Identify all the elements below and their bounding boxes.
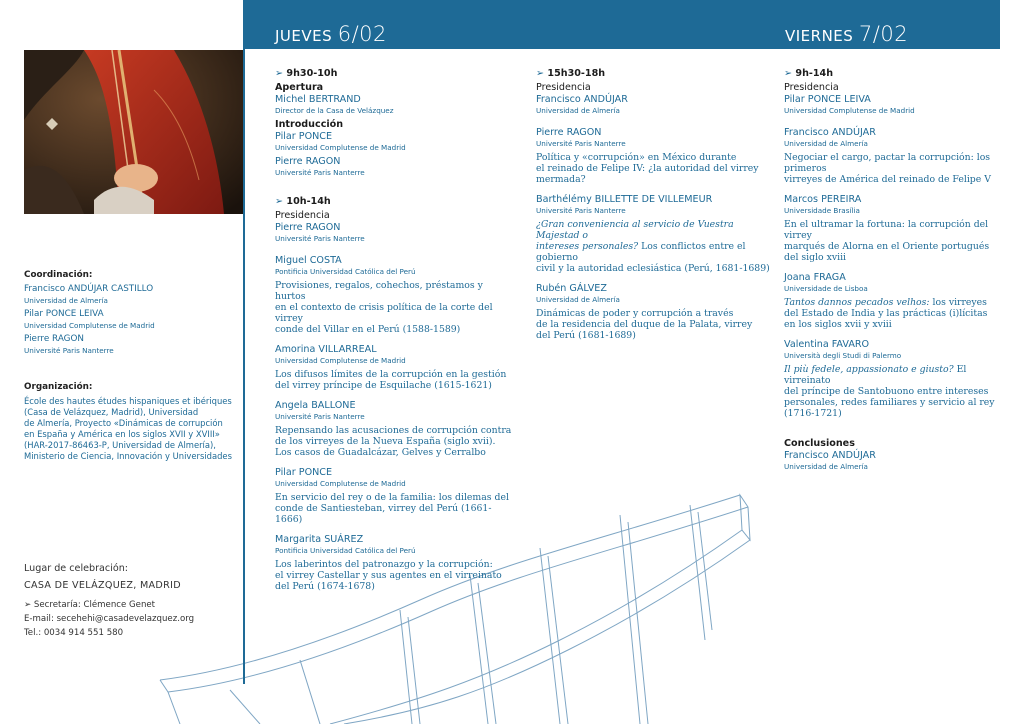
schedule-column-thursday-afternoon: ➢ 15h30-18h Presidencia Francisco ANDÚJAR Universidad de Almería Pierre RAGON Université Paris Nanterre Política y «corrupción» en México durante el reinado de Felipe IV: ¿la autoridad del virrey mermada? Barthélémy BILLETTE DE VILLEMEUR Université Paris Nanterre ¿Gran conveniencia al servicio de Vuestra Majestad o intereses personales? Los conflictos entre el gobierno civil y la autoridad eclesiástica (Perú, 1681-1689) Rubén GÁLVEZ Universidad de Almería Dinámicas de poder y corrupción a través de la residencia del duque de la Palata, virrey del Perú (1681-1689) xyxy=(536,66,776,350)
schedule-column-thursday-morning: ➢ 9h30-10h Apertura Michel BERTRAND Director de la Casa de Velázquez Introducción Pilar PONCE Universidad Complutense de Madrid Pierre RAGON Université Paris Nanterre ➢ 10h-14h Presidencia Pierre RAGON Université Paris Nanterre Miguel COSTA Pontificia Universidad Católica del Perú Provisiones, regalos, cohechos, préstamos y hurtos en el contexto de crisis política de la corte del virrey conde del Villar en el Perú (1588-1589) Amorina VILLARREAL Universidad Complutense de Madrid Los difusos límites de la corrupción en la gestión del virrey príncipe de Esquilache (1615-1621) Angela BALLONE Université Paris Nanterre Repensando las acusaciones de corrupción contra de los virreyes de la Nueva España (siglo xvii). Los casos de Guadalcázar, Gelves y Cerralbo Pilar PONCE Universidad Complutense de Madrid En servicio del rey o de la familia: los dilemas del conde de Santiesteban, virrey del Perú (1661-1666) Margarita SUÁREZ Pontificia Universidad Católica del Perú Los laberintos del patronazgo y la corrupción: el virrey Castellar y sus agentes en el virreinato del Perú (1674-1678) xyxy=(275,66,515,601)
talk-entry: Margarita SUÁREZ Pontificia Universidad Católica del Perú Los laberintos del patronazgo y la corrupción: el virrey Castellar y sus agentes en el virreinato del Perú (1674-1678) xyxy=(275,534,502,592)
talk-entry: Miguel COSTA Pontificia Universidad Católica del Perú Provisiones, regalos, cohechos, préstamos y hurtos en el contexto de crisis política de la corte del virrey conde del Villar en el Perú (1588-1589) xyxy=(275,255,493,335)
arrow-icon: ➢ xyxy=(275,68,287,79)
talk-entry: Francisco ANDÚJAR Universidad de Almería Negociar el cargo, pactar la corrupción: los primeros virreyes de América del reinado de Felipe V xyxy=(784,127,991,185)
coordinator: Francisco ANDÚJAR CASTILLO Universidad de Almería xyxy=(24,284,154,305)
conclusions-heading: Conclusiones xyxy=(784,438,855,449)
phone: Tel.: 0034 914 551 580 xyxy=(24,628,124,638)
arrow-icon: ➢ xyxy=(275,196,287,207)
coordinator: Pilar PONCE LEIVA Universidad Complutense de Madrid xyxy=(24,309,155,330)
talk-entry: Pilar PONCE Universidad Complutense de Madrid En servicio del rey o de la familia: los dilemas del conde de Santiesteban, virrey del Perú (1661-1666) xyxy=(275,467,509,525)
arrow-icon: ➢ xyxy=(536,68,548,79)
organization-section: Organización: École des hautes études hispaniques et ibériques (Casa de Velázquez, Madrid), Universidad de Almería, Proyecto «Dinámicas de corrupción en España y América en los siglos XVII y XVIII» (HAR-2017-86463-P, Universidad de Almería), Ministerio de Ciencia, Innovación y Universidades xyxy=(24,382,239,462)
day-label-friday: VIERNES 7/02 xyxy=(785,22,909,46)
email-link[interactable]: E-mail: secehehi@casadevelazquez.org xyxy=(24,614,195,624)
venue-section xyxy=(24,563,239,640)
talk-entry: Barthélémy BILLETTE DE VILLEMEUR Université Paris Nanterre ¿Gran conveniencia al servicio de Vuestra Majestad o intereses personales? Los conflictos entre el gobierno civil y la autoridad eclesiástica (Perú, 1681-1689) xyxy=(536,194,770,274)
time-slot: ➢ 9h30-10h xyxy=(275,68,338,79)
schedule-column-friday: ➢ 9h-14h Presidencia Pilar PONCE LEIVA Universidad Complutense de Madrid Francisco ANDÚJAR Universidad de Almería Negociar el cargo, pactar la corrupción: los primeros virreyes de América del reinado de Felipe V Marcos PEREIRA Universidade Brasília En el ultramar la fortuna: la corrupción del virrey marqués de Alorna en el Oriente portugués del siglo xviii Joana FRAGA Universidade de Lisboa Tantos dannos pecados velhos: los virreyes del Estado de India y las prácticas (i)lícitas en los siglos xvii y xviii Valentina FAVARO Università degli Studi di Palermo Il più fedele, appassionato e giusto? El virreinato del príncipe de Santobuono entre intereses personales, redes familiares y servicio al rey (1716-1721) Conclusiones Francisco ANDÚJAR Universidad de Almería xyxy=(784,66,1006,475)
talk-entry: Joana FRAGA Universidade de Lisboa Tantos dannos pecados velhos: los virreyes del Estado de India y las prácticas (i)lícitas en los siglos xvii y xviii xyxy=(784,272,988,330)
talk-entry: Angela BALLONE Université Paris Nanterre Repensando las acusaciones de corrupción contra de los virreyes de la Nueva España (siglo xvii). Los casos de Guadalcázar, Gelves y Cerralbo xyxy=(275,400,512,458)
day-label-thursday: JUEVES 6/02 xyxy=(275,22,387,46)
coordination-heading: Coordinación: xyxy=(24,270,93,280)
time-slot: ➢ 9h-14h xyxy=(784,68,834,79)
talk-entry: Valentina FAVARO Università degli Studi di Palermo Il più fedele, appassionato e giusto? El virreinato del príncipe de Santobuono entre intereses personales, redes familiares y servicio al rey (1716-1721) xyxy=(784,339,995,419)
time-slot: ➢ 15h30-18h xyxy=(536,68,606,79)
talk-entry: Amorina VILLARREAL Universidad Complutense de Madrid Los difusos límites de la corrupción en la gestión del virrey príncipe de Esquilache (1615-1621) xyxy=(275,344,507,391)
talk-entry: Rubén GÁLVEZ Universidad de Almería Dinámicas de poder y corrupción a través de la residencia del duque de la Palata, virrey del Perú (1681-1689) xyxy=(536,283,753,341)
talk-entry: Marcos PEREIRA Universidade Brasília En el ultramar la fortuna: la corrupción del virrey marqués de Alorna en el Oriente portugués del siglo xviii xyxy=(784,194,990,263)
column-divider xyxy=(243,49,245,684)
talk-entry: Pierre RAGON Université Paris Nanterre Política y «corrupción» en México durante el reinado de Felipe IV: ¿la autoridad del virrey mermada? xyxy=(536,127,759,185)
time-slot: ➢ 10h-14h xyxy=(275,196,331,207)
secretary: ➢ Secretaría: Clémence Genet xyxy=(24,600,156,610)
venue-name: CASA DE VELÁZQUEZ, MADRID xyxy=(24,580,181,591)
portrait-painting xyxy=(24,50,243,214)
header-band xyxy=(243,0,1000,49)
arrow-icon: ➢ xyxy=(784,68,796,79)
coordination-section xyxy=(24,270,239,359)
venue-heading: Lugar de celebración: xyxy=(24,563,129,574)
organization-heading: Organización: xyxy=(24,382,93,392)
coordinator: Pierre RAGON Université Paris Nanterre xyxy=(24,334,114,355)
